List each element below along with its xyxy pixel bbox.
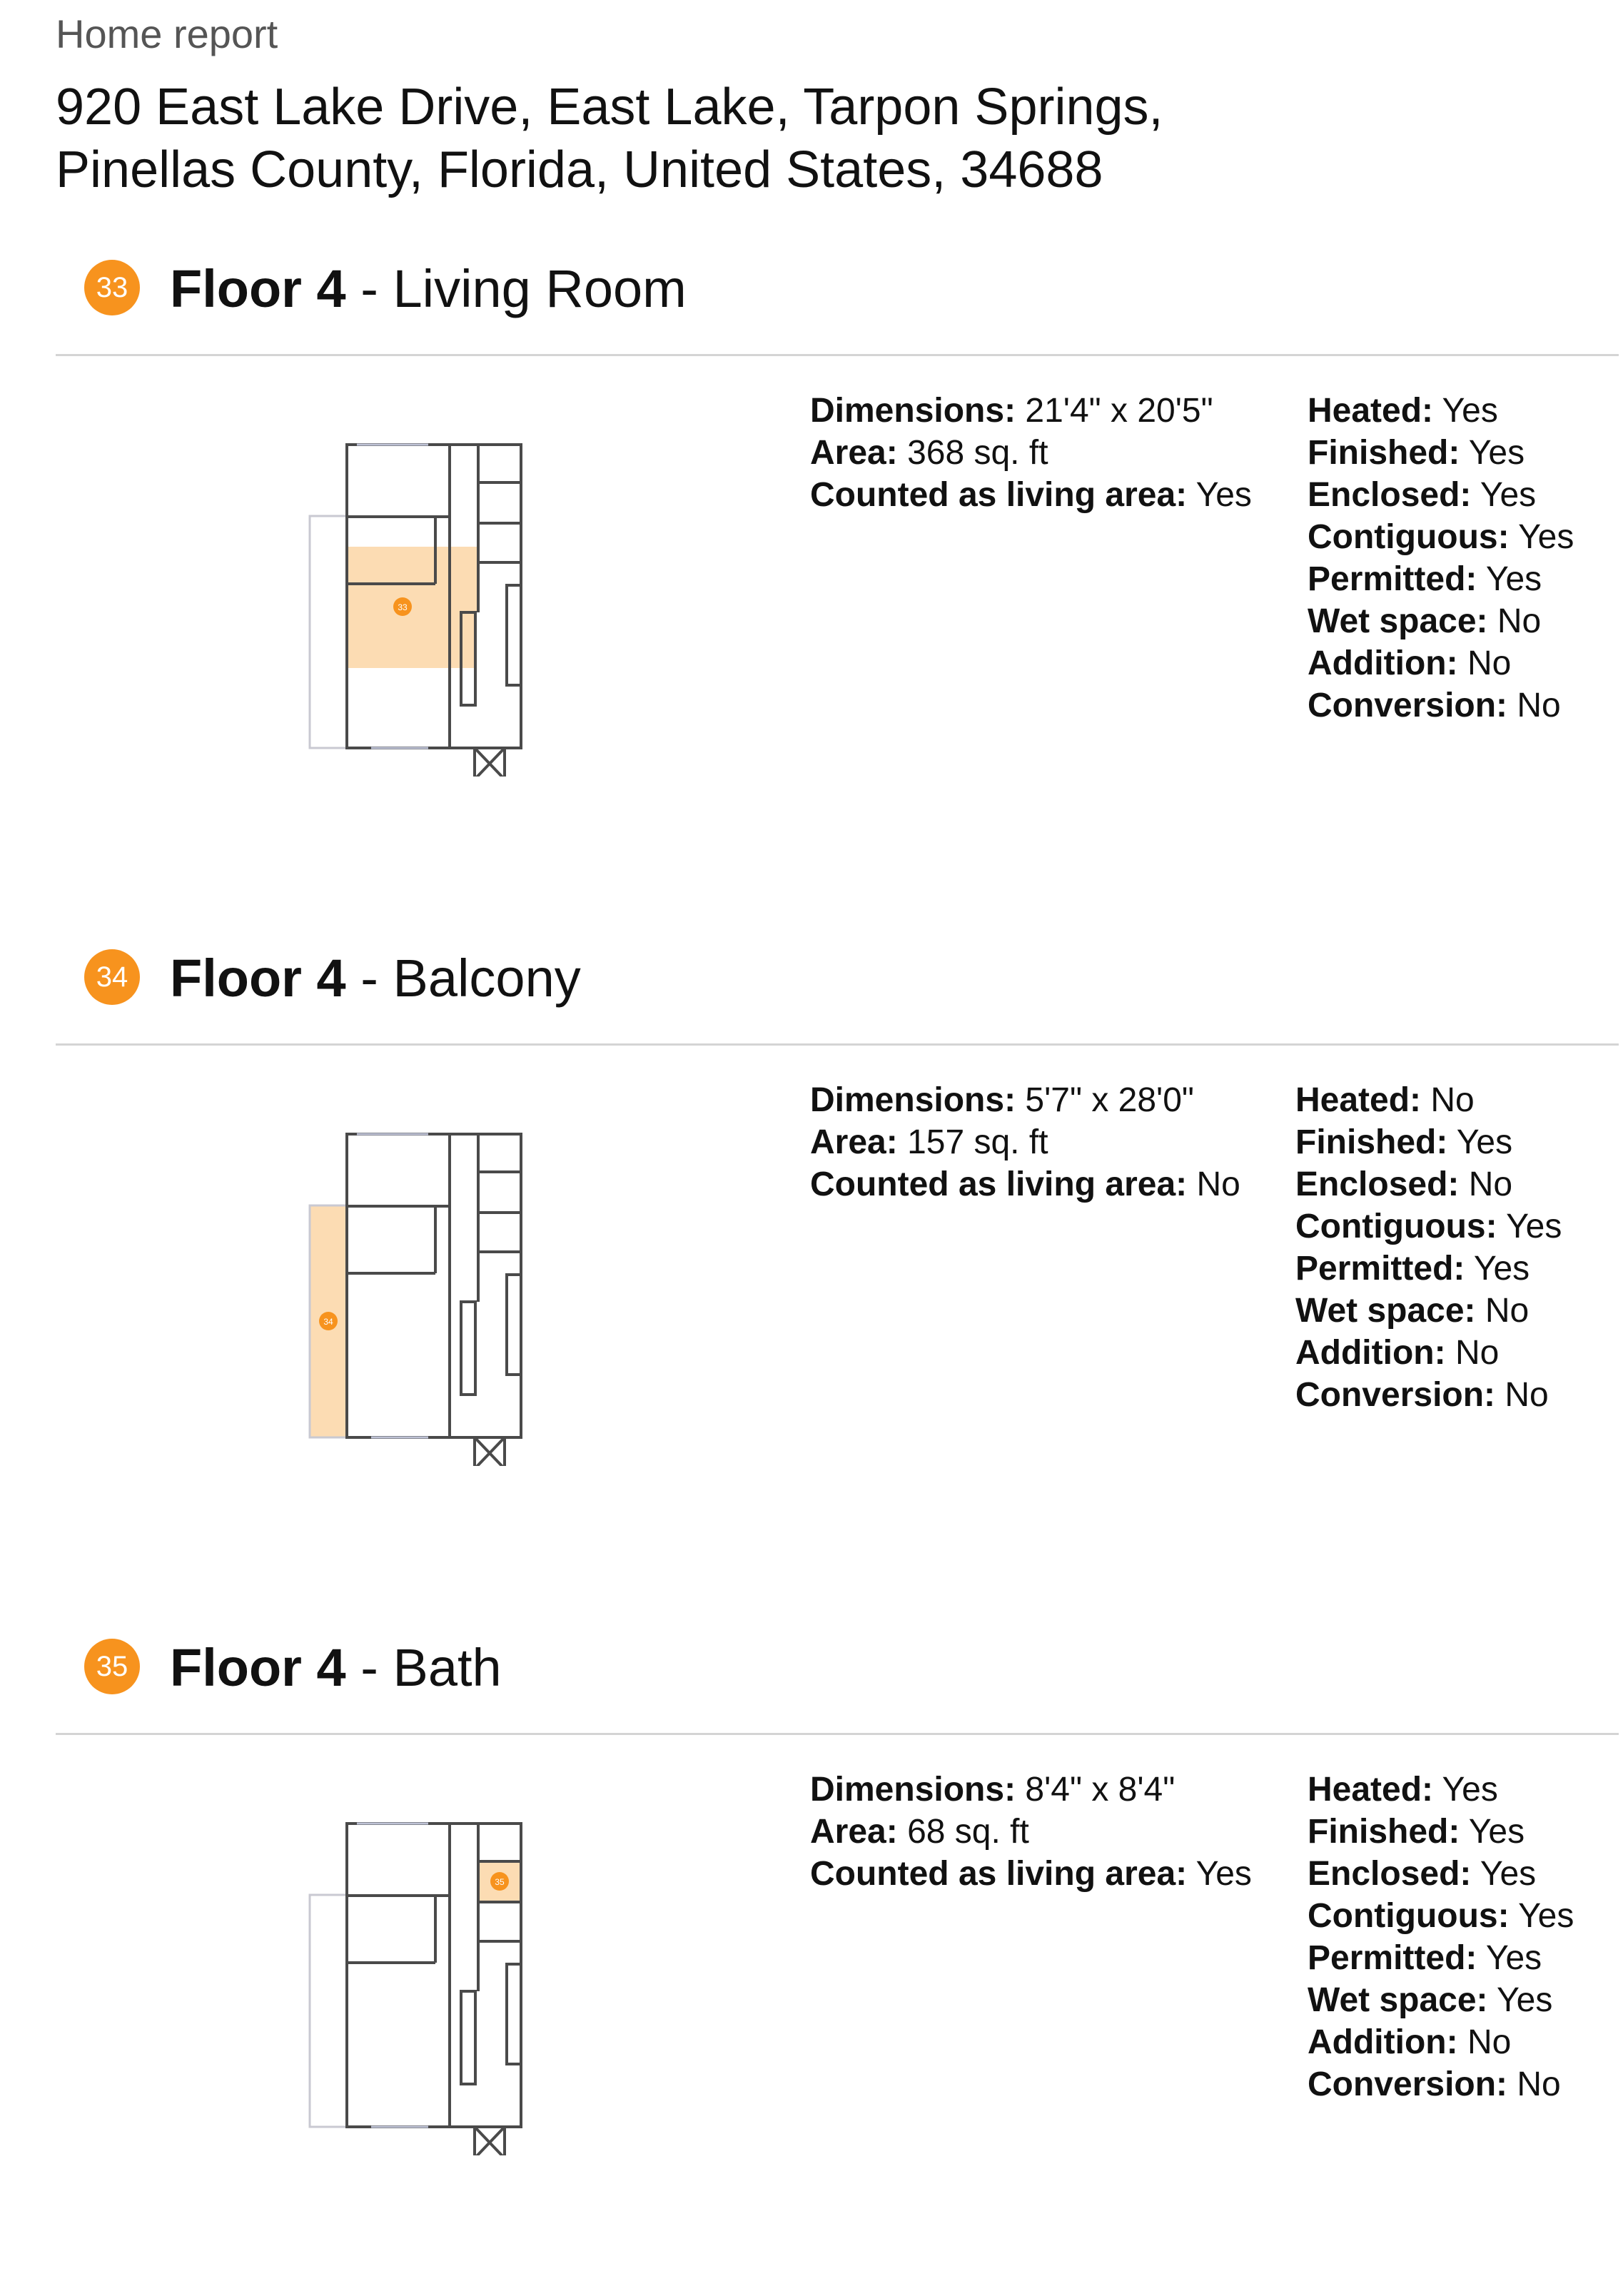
room-attributes [1308, 390, 1622, 727]
attr-label: Contiguous: [1308, 1897, 1510, 1935]
attr-label: Contiguous: [1308, 518, 1510, 556]
room-number-badge: 34 [84, 949, 140, 1005]
floor-plan-drawing [300, 1756, 542, 2155]
enclosed-row [1308, 1853, 1622, 1895]
floor-plan-thumbnail [300, 1066, 542, 1466]
dimensions-row [810, 1079, 1281, 1121]
room-section-34 [0, 939, 1623, 1582]
conversion-row [1308, 684, 1622, 727]
floor-plan-drawing [300, 1066, 542, 1466]
attr-label: Heated: [1308, 392, 1434, 430]
room-specs [810, 390, 1281, 516]
heated-row [1308, 390, 1622, 432]
spec-value: 21'4" x 20'5" [1025, 392, 1213, 430]
attr-label: Permitted: [1308, 1939, 1477, 1977]
attr-label: Finished: [1295, 1123, 1448, 1161]
enclosed-row [1295, 1163, 1609, 1205]
attr-label: Wet space: [1308, 602, 1488, 640]
wet-space-row [1295, 1290, 1609, 1332]
attr-value: Yes [1480, 1855, 1537, 1893]
contiguous-row [1308, 516, 1622, 558]
attr-value: No [1467, 644, 1512, 682]
area-row [810, 1811, 1281, 1853]
contiguous-row [1308, 1895, 1622, 1937]
spec-value: No [1196, 1165, 1240, 1203]
attr-value: Yes [1442, 1771, 1498, 1809]
attr-label: Finished: [1308, 434, 1460, 472]
attr-value: No [1468, 1165, 1513, 1203]
floor-plan-thumbnail [300, 377, 542, 777]
spec-value: 368 sq. ft [907, 434, 1048, 472]
balcony-outline [310, 1895, 347, 2127]
attr-value: Yes [1442, 392, 1498, 430]
wet-space-row [1308, 1979, 1622, 2021]
enclosed-row [1308, 474, 1622, 516]
floor-label: Floor 4 [170, 259, 346, 318]
room-specs [810, 1769, 1281, 1895]
highlight-living-room [348, 547, 477, 668]
permitted-row [1295, 1248, 1609, 1290]
property-address [56, 76, 1412, 201]
room-attributes [1308, 1769, 1622, 2105]
heated-row [1295, 1079, 1609, 1121]
area-row [810, 432, 1281, 474]
spec-label: Dimensions: [810, 1771, 1016, 1809]
report-label: Home report [56, 11, 278, 56]
living-area-row [810, 1163, 1281, 1205]
spec-label: Counted as living area: [810, 476, 1188, 514]
room-name: Living Room [393, 259, 687, 318]
attr-label: Enclosed: [1295, 1165, 1460, 1203]
room-title [170, 1629, 502, 1707]
room-header [0, 939, 1623, 1046]
attr-label: Enclosed: [1308, 476, 1472, 514]
wet-space-row [1308, 600, 1622, 642]
floor-plan-thumbnail [300, 1756, 542, 2155]
attr-label: Conversion: [1308, 687, 1508, 724]
attr-value: Yes [1480, 476, 1537, 514]
attr-label: Enclosed: [1308, 1855, 1472, 1893]
addition-row [1308, 642, 1622, 684]
spec-value: Yes [1195, 1855, 1252, 1893]
attr-value: Yes [1468, 434, 1525, 472]
room-attributes [1295, 1079, 1609, 1416]
attr-label: Heated: [1308, 1771, 1434, 1809]
dimensions-row [810, 1769, 1281, 1811]
attr-value: Yes [1497, 1981, 1553, 2019]
conversion-row [1295, 1374, 1609, 1416]
section-divider [56, 354, 1619, 356]
attr-label: Conversion: [1295, 1376, 1496, 1414]
spec-value: Yes [1195, 476, 1252, 514]
spec-label: Counted as living area: [810, 1165, 1188, 1203]
dimensions-row [810, 390, 1281, 432]
section-divider [56, 1733, 1619, 1735]
floor-label: Floor 4 [170, 949, 346, 1008]
attr-value: No [1517, 2065, 1561, 2103]
conversion-row [1308, 2063, 1622, 2105]
room-header [0, 250, 1623, 357]
address-line-1: 920 East Lake Drive, East Lake, Tarpon Springs, [56, 79, 1163, 136]
finished-row [1308, 1811, 1622, 1853]
spec-value: 68 sq. ft [907, 1813, 1029, 1851]
room-section-35 [0, 1629, 1623, 2271]
contiguous-row [1295, 1205, 1609, 1248]
attr-label: Addition: [1295, 1334, 1446, 1372]
spec-label: Dimensions: [810, 1081, 1016, 1119]
addition-row [1295, 1332, 1609, 1374]
attr-label: Heated: [1295, 1081, 1422, 1119]
room-title [170, 939, 581, 1018]
attr-value: No [1467, 2023, 1512, 2061]
attr-label: Wet space: [1308, 1981, 1488, 2019]
balcony-outline [310, 516, 347, 748]
attr-value: Yes [1518, 1897, 1574, 1935]
addition-row [1308, 2021, 1622, 2063]
attr-label: Permitted: [1308, 560, 1477, 598]
room-section-33 [0, 250, 1623, 892]
room-marker-label: 33 [398, 602, 408, 612]
room-marker-label: 34 [323, 1317, 333, 1327]
room-marker-label: 35 [495, 1877, 505, 1887]
permitted-row [1308, 1937, 1622, 1979]
spec-value: 5'7" x 28'0" [1025, 1081, 1194, 1119]
attr-label: Conversion: [1308, 2065, 1508, 2103]
room-name: Balcony [393, 949, 581, 1008]
living-area-row [810, 474, 1281, 516]
spec-label: Dimensions: [810, 392, 1016, 430]
room-number-badge: 35 [84, 1639, 140, 1694]
plan-outline [347, 1134, 521, 1437]
floor-plan-drawing [300, 377, 542, 777]
finished-row [1308, 432, 1622, 474]
room-title [170, 250, 687, 328]
spec-label: Area: [810, 1123, 898, 1161]
attr-value: Yes [1468, 1813, 1525, 1851]
attr-label: Finished: [1308, 1813, 1460, 1851]
room-number-badge: 33 [84, 260, 140, 315]
permitted-row [1308, 558, 1622, 600]
heated-row [1308, 1769, 1622, 1811]
floor-label: Floor 4 [170, 1638, 346, 1697]
room-header [0, 1629, 1623, 1736]
section-divider [56, 1043, 1619, 1046]
attr-value: No [1505, 1376, 1549, 1414]
attr-value: Yes [1456, 1123, 1513, 1161]
spec-label: Area: [810, 434, 898, 472]
room-name: Bath [393, 1638, 502, 1697]
title-separator: - [360, 949, 378, 1008]
attr-label: Addition: [1308, 644, 1458, 682]
attr-label: Addition: [1308, 2023, 1458, 2061]
attr-value: Yes [1485, 1939, 1542, 1977]
attr-value: Yes [1506, 1208, 1562, 1245]
spec-label: Counted as living area: [810, 1855, 1188, 1893]
living-area-row [810, 1853, 1281, 1895]
title-separator: - [360, 259, 378, 318]
attr-value: No [1497, 602, 1542, 640]
attr-value: Yes [1473, 1250, 1530, 1288]
attr-value: No [1430, 1081, 1475, 1119]
address-line-2: Pinellas County, Florida, United States, 34688 [56, 141, 1103, 198]
attr-label: Permitted: [1295, 1250, 1465, 1288]
room-specs [810, 1079, 1281, 1205]
attr-value: No [1517, 687, 1561, 724]
attr-label: Contiguous: [1295, 1208, 1497, 1245]
spec-value: 157 sq. ft [907, 1123, 1048, 1161]
attr-value: Yes [1518, 518, 1574, 556]
attr-value: No [1455, 1334, 1500, 1372]
spec-label: Area: [810, 1813, 898, 1851]
area-row [810, 1121, 1281, 1163]
attr-value: No [1485, 1292, 1530, 1330]
finished-row [1295, 1121, 1609, 1163]
attr-label: Wet space: [1295, 1292, 1476, 1330]
attr-value: Yes [1485, 560, 1542, 598]
title-separator: - [360, 1638, 378, 1697]
spec-value: 8'4" x 8'4" [1025, 1771, 1175, 1809]
